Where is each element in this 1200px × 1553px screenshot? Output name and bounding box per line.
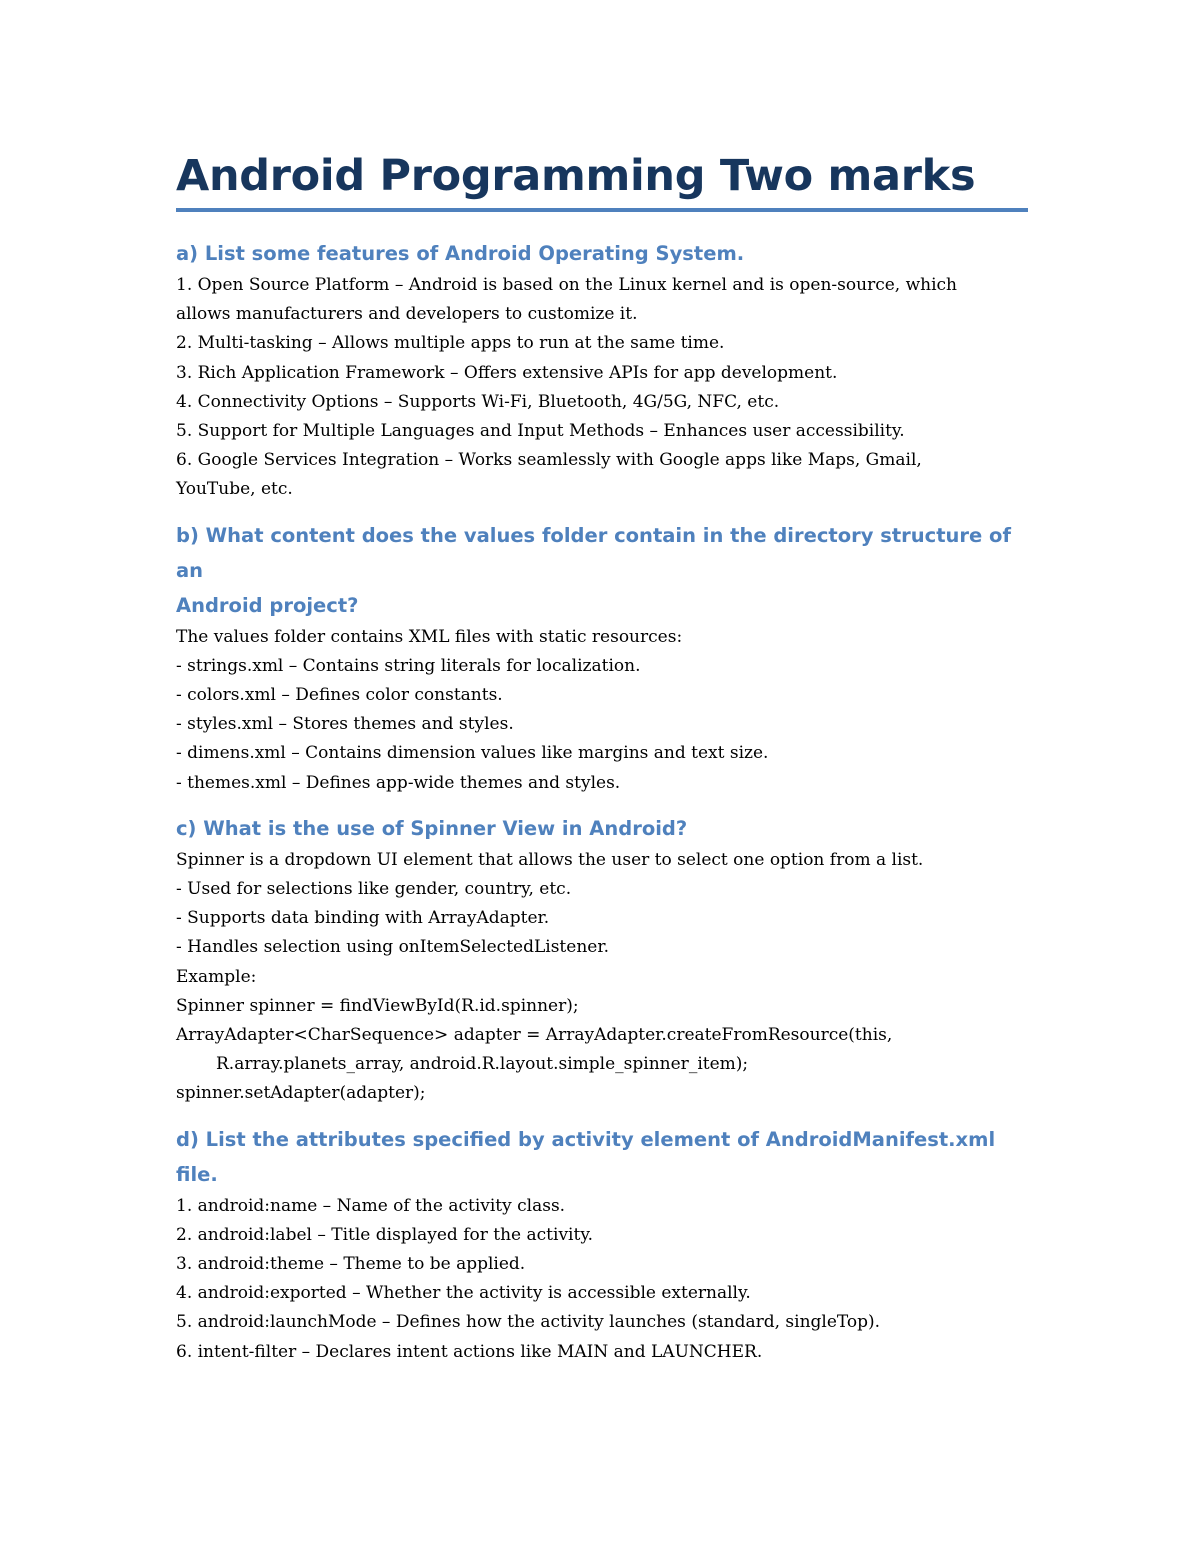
- answer-line: allows manufacturers and developers to customize it.: [176, 304, 638, 325]
- section-features: [176, 236, 1028, 505]
- answer-line: - themes.xml – Defines app-wide themes and styles.: [176, 772, 621, 793]
- answer-line: 6. Google Services Integration – Works seamlessly with Google apps like Maps, Gmail,: [176, 450, 922, 471]
- answer-line: 3. Rich Application Framework – Offers extensive APIs for app development.: [176, 362, 838, 383]
- section-spinner: [176, 811, 1028, 1109]
- answer-line: 4. android:exported – Whether the activity is accessible externally.: [176, 1283, 751, 1304]
- answer-line: The values folder contains XML files with static resources:: [176, 626, 683, 647]
- section-manifest-attributes: [176, 1122, 1028, 1367]
- document-title: Android Programming Two marks: [176, 151, 976, 201]
- answer-line: 3. android:theme – Theme to be applied.: [176, 1254, 526, 1275]
- answer-line: 5. android:launchMode – Defines how the activity launches (standard, singleTop).: [176, 1312, 881, 1333]
- answer-line: - colors.xml – Defines color constants.: [176, 685, 503, 706]
- title-underline: [176, 208, 1028, 212]
- answer-line: 5. Support for Multiple Languages and Input Methods – Enhances user accessibility.: [176, 421, 905, 442]
- answer-line: - styles.xml – Stores themes and styles.: [176, 714, 514, 735]
- answer-line: Example:: [176, 966, 257, 987]
- code-line: ArrayAdapter<CharSequence> adapter = ArrayAdapter.createFromResource(this,: [176, 1025, 893, 1046]
- section-values-folder: [176, 518, 1028, 798]
- answer-line: 1. android:name – Name of the activity class.: [176, 1195, 566, 1216]
- question-a: a) List some features of Android Operating System.: [176, 242, 745, 265]
- question-b-line1: b) What content does the values folder contain in the directory structure of an: [176, 523, 1011, 582]
- answer-line: YouTube, etc.: [176, 479, 293, 500]
- code-line: spinner.setAdapter(adapter);: [176, 1083, 426, 1104]
- answer-line: - Handles selection using onItemSelectedListener.: [176, 937, 609, 958]
- question-b-line2: Android project?: [176, 593, 359, 617]
- answer-line: 2. android:label – Title displayed for the activity.: [176, 1224, 594, 1245]
- answer-line: 6. intent-filter – Declares intent actions like MAIN and LAUNCHER.: [176, 1341, 763, 1362]
- question-d: d) List the attributes specified by activity element of AndroidManifest.xml file.: [176, 1127, 996, 1186]
- code-line: R.array.planets_array, android.R.layout.simple_spinner_item);: [216, 1054, 749, 1075]
- answer-line: - Supports data binding with ArrayAdapter.: [176, 908, 550, 929]
- question-c: c) What is the use of Spinner View in Android?: [176, 816, 688, 840]
- answer-line: 1. Open Source Platform – Android is based on the Linux kernel and is open-source, which: [176, 275, 957, 295]
- answer-line: - strings.xml – Contains string literals for localization.: [176, 655, 641, 676]
- answer-line: Spinner is a dropdown UI element that allows the user to select one option from a list.: [176, 849, 924, 870]
- document-page: [176, 148, 1028, 1367]
- answer-line: 2. Multi-tasking – Allows multiple apps to run at the same time.: [176, 333, 725, 354]
- answer-line: - Used for selections like gender, country, etc.: [176, 879, 572, 900]
- answer-line: - dimens.xml – Contains dimension values like margins and text size.: [176, 743, 769, 764]
- answer-line: 4. Connectivity Options – Supports Wi-Fi, Bluetooth, 4G/5G, NFC, etc.: [176, 391, 780, 412]
- code-line: Spinner spinner = findViewById(R.id.spinner);: [176, 995, 579, 1016]
